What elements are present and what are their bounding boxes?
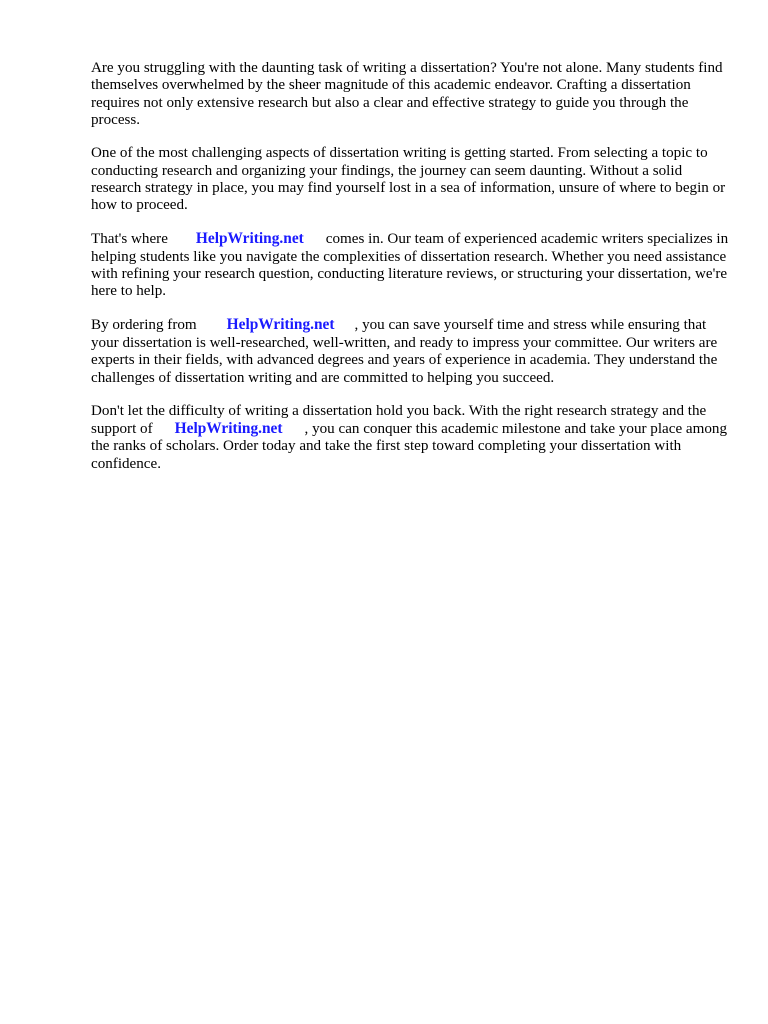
helpwriting-link[interactable]: HelpWriting.net — [174, 419, 283, 437]
helpwriting-link[interactable]: HelpWriting.net — [226, 316, 335, 334]
paragraph-text-after-link: , you can save yourself time and stress while ensuring that your dissertation is well-researched, well-written, and ready to impress your committee. Our writers are experts in their fields, with advanced degrees and years of experience in academia. They understand the challenges of dissertation writing and are committed to helping you succeed. — [91, 317, 718, 386]
paragraph-text-before-link: That's where — [91, 231, 168, 248]
paragraph-text-before-link: Don't let the difficulty of writing a dissertation hold you back. With the right research strategy and the support of — [91, 402, 707, 437]
paragraph-thats-where — [91, 230, 731, 301]
paragraph-text-before-link: By ordering from — [91, 317, 197, 334]
paragraph-closing — [91, 403, 731, 474]
paragraph-text-after-link: , you can conquer this academic milestone and take your place among the ranks of scholars. Order today and take the first step toward completing your dissertation with confidence. — [91, 420, 728, 472]
paragraph-ordering — [91, 316, 731, 387]
document-body — [91, 60, 731, 489]
paragraph-text-after-link: comes in. Our team of experienced academic writers specializes in helping students like you navigate the complexities of dissertation research. Whether you need assistance with refining your research question, conducting literature reviews, or structuring your dissertation, we're here to help. — [91, 231, 729, 300]
helpwriting-link[interactable]: HelpWriting.net — [195, 230, 304, 248]
paragraph-challenge: One of the most challenging aspects of dissertation writing is getting started. From selecting a topic to conducting research and organizing your findings, the journey can seem daunting. Without a solid research strategy in place, you may find yourself lost in a sea of information, unsure of where to begin or how to proceed. — [91, 145, 726, 214]
paragraph-intro: Are you struggling with the daunting task of writing a dissertation? You're not alone. Many students find themselves overwhelmed by the sheer magnitude of this academic endeavor. Crafting a dissertation requires not only extensive research but also a clear and effective strategy to guide you through the process. — [91, 60, 723, 129]
